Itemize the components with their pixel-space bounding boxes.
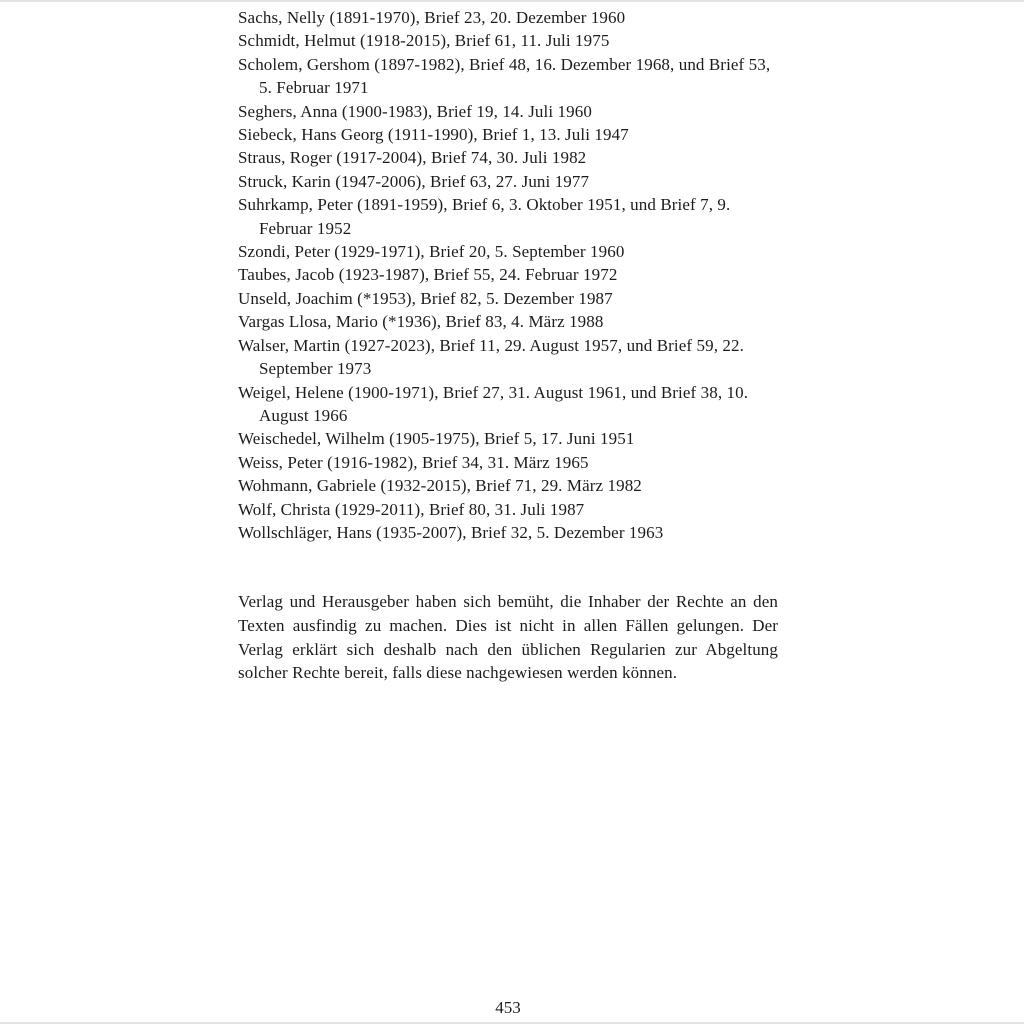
list-item: Siebeck, Hans Georg (1911-1990), Brief 1, 13. Juli 1947 <box>238 125 629 145</box>
page-edge-top <box>0 0 1024 2</box>
list-item: Walser, Martin (1927-2023), Brief 11, 29. August 1957, und Brief 59, 22. September 1973 <box>238 335 744 379</box>
list-item: Wohmann, Gabriele (1932-2015), Brief 71, 29. März 1982 <box>238 476 642 496</box>
list-item: Szondi, Peter (1929-1971), Brief 20, 5. September 1960 <box>238 242 625 262</box>
list-item: Wollschläger, Hans (1935-2007), Brief 32, 5. Dezember 1963 <box>238 522 664 542</box>
page-number: 453 <box>495 998 521 1017</box>
list-item: Suhrkamp, Peter (1891-1959), Brief 6, 3. Oktober 1951, und Brief 7, 9. Februar 1952 <box>238 195 731 238</box>
list-item: Unseld, Joachim (*1953), Brief 82, 5. Dezember 1987 <box>238 288 613 308</box>
page-content <box>238 6 778 685</box>
list-item: Straus, Roger (1917-2004), Brief 74, 30. Juli 1982 <box>238 148 587 168</box>
list-item: Scholem, Gershom (1897-1982), Brief 48, 16. Dezember 1968, und Brief 53, 5. Februar 1971 <box>238 54 771 98</box>
list-item: Wolf, Christa (1929-2011), Brief 80, 31. Juli 1987 <box>238 499 585 519</box>
list-item: Struck, Karin (1947-2006), Brief 63, 27. Juni 1977 <box>238 171 590 191</box>
list-item: Weischedel, Wilhelm (1905-1975), Brief 5, 17. Juni 1951 <box>238 429 635 449</box>
letter-index <box>238 6 778 544</box>
list-item: Seghers, Anna (1900-1983), Brief 19, 14. Juli 1960 <box>238 101 592 121</box>
list-item: Taubes, Jacob (1923-1987), Brief 55, 24. Februar 1972 <box>238 265 618 285</box>
list-item: Sachs, Nelly (1891-1970), Brief 23, 20. Dezember 1960 <box>238 8 626 27</box>
list-item: Weigel, Helene (1900-1971), Brief 27, 31. August 1961, und Brief 38, 10. August 1966 <box>238 382 749 425</box>
list-item: Schmidt, Helmut (1918-2015), Brief 61, 11. Juli 1975 <box>238 31 610 51</box>
list-item: Vargas Llosa, Mario (*1936), Brief 83, 4. März 1988 <box>238 312 604 332</box>
list-item: Weiss, Peter (1916-1982), Brief 34, 31. März 1965 <box>238 452 589 472</box>
rights-note: Verlag und Herausgeber haben sich bemüht, die Inhaber der Rechte an den Texten ausfindig zu machen. Dies ist nicht in allen Fällen gelungen. Der Verlag erklärt sich deshalb nach den üblichen Regularien zur Abgeltung solcher Rechte bereit, falls diese nachgewiesen werden können. <box>238 592 778 683</box>
